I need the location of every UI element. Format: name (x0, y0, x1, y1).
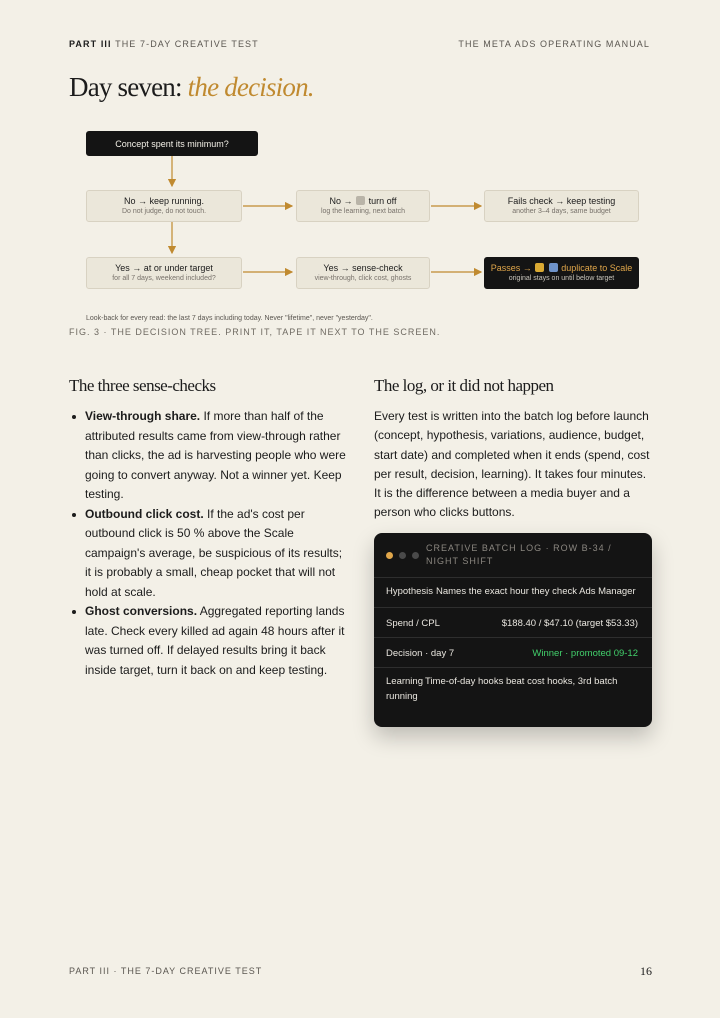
log-key: Decision · day 7 (386, 648, 455, 659)
list-item: Ghost conversions. Aggregated reporting lands late. Check every killed ad again 48 hours after it was turned off. If delayed results bring it back inside target, turn it back on and keep testing. (69, 602, 351, 680)
batch-log-card (374, 533, 652, 727)
log-header (374, 533, 652, 578)
running-head-left: PART III THE 7-DAY CREATIVE TEST (69, 39, 259, 49)
log-row-spend (374, 608, 652, 638)
log-key: Spend / CPL (386, 618, 440, 629)
page-title-accent: the decision. (187, 72, 314, 102)
page-number: 16 (640, 964, 652, 978)
flow-no-keep-box: No → keep running. Do not judge, do not touch. (86, 190, 242, 222)
up-arrow-box-icon (549, 263, 558, 272)
flow-fails-box: Fails check → keep testing another 3–4 days, same budget (484, 190, 639, 222)
figure-caption: FIG. 3 · THE DECISION TREE. PRINT IT, TAPE IT NEXT TO THE SCREEN. (69, 327, 441, 337)
decision-status: Winner · promoted 09-12 (532, 648, 638, 659)
status-dot-amber (386, 552, 393, 559)
right-heading: The log, or it did not happen (374, 376, 554, 395)
log-key: Learning (386, 676, 423, 687)
log-paragraph: Every test is written into the batch log before launch (concept, hypothesis, variations, audience, budget, start date) and completed when it ends (spend, cost per result, decision, learning). It takes four minutes. It is the difference between a media buyer and a person who clicks buttons. (374, 409, 650, 520)
log-key: Hypothesis (386, 586, 433, 597)
trophy-icon (535, 263, 544, 272)
footer-section: PART III · THE 7-DAY CREATIVE TEST (69, 966, 263, 976)
lookback-note: Look-back for every read: the last 7 days including today. Never "lifetime", never "yesterday". (86, 315, 373, 322)
list-item: Outbound click cost. If the ad's cost per outbound click is 50 % above the Scale campaign's average, be suspicious of its results; it is probably a small, cheap pocket that will not hold at scale. (69, 505, 351, 603)
flow-start-box: Concept spent its minimum? (86, 131, 258, 156)
left-heading: The three sense-checks (69, 376, 216, 395)
status-dot-grey (399, 552, 406, 559)
log-value: $188.40 / $47.10 (target $53.33) (501, 618, 638, 629)
log-row-decision (374, 638, 652, 668)
flow-no-off-box: No → turn off log the learning, next batch (296, 190, 430, 222)
log-title: CREATIVE BATCH LOG · ROW B-34 / NIGHT SHIFT (426, 543, 612, 566)
flow-passes-box: Passes → duplicate to Scale original stays on until below target (484, 257, 639, 289)
list-item: View-through share. If more than half of the attributed results came from view-through rather than clicks, the ad is harvesting people who were going to convert anyway. Not a winner yet. Keep testing. (69, 407, 351, 505)
log-row-hypothesis (374, 578, 652, 608)
sense-check-list (69, 407, 351, 680)
log-row-learning (374, 668, 652, 708)
status-dot-grey (412, 552, 419, 559)
flow-yes-target-box: Yes → at or under target for all 7 days, weekend included? (86, 257, 242, 289)
running-head-right: THE META ADS OPERATING MANUAL (458, 39, 650, 49)
page-title: Day seven: the decision. (69, 72, 314, 102)
log-value: Names the exact hour they check Ads Manager (436, 586, 636, 597)
flow-yes-sense-box: Yes → sense-check view-through, click cost, ghosts (296, 257, 430, 289)
skull-icon (356, 196, 365, 205)
log-value: Time-of-day hooks beat cost hooks, 3rd batch running (386, 676, 618, 702)
